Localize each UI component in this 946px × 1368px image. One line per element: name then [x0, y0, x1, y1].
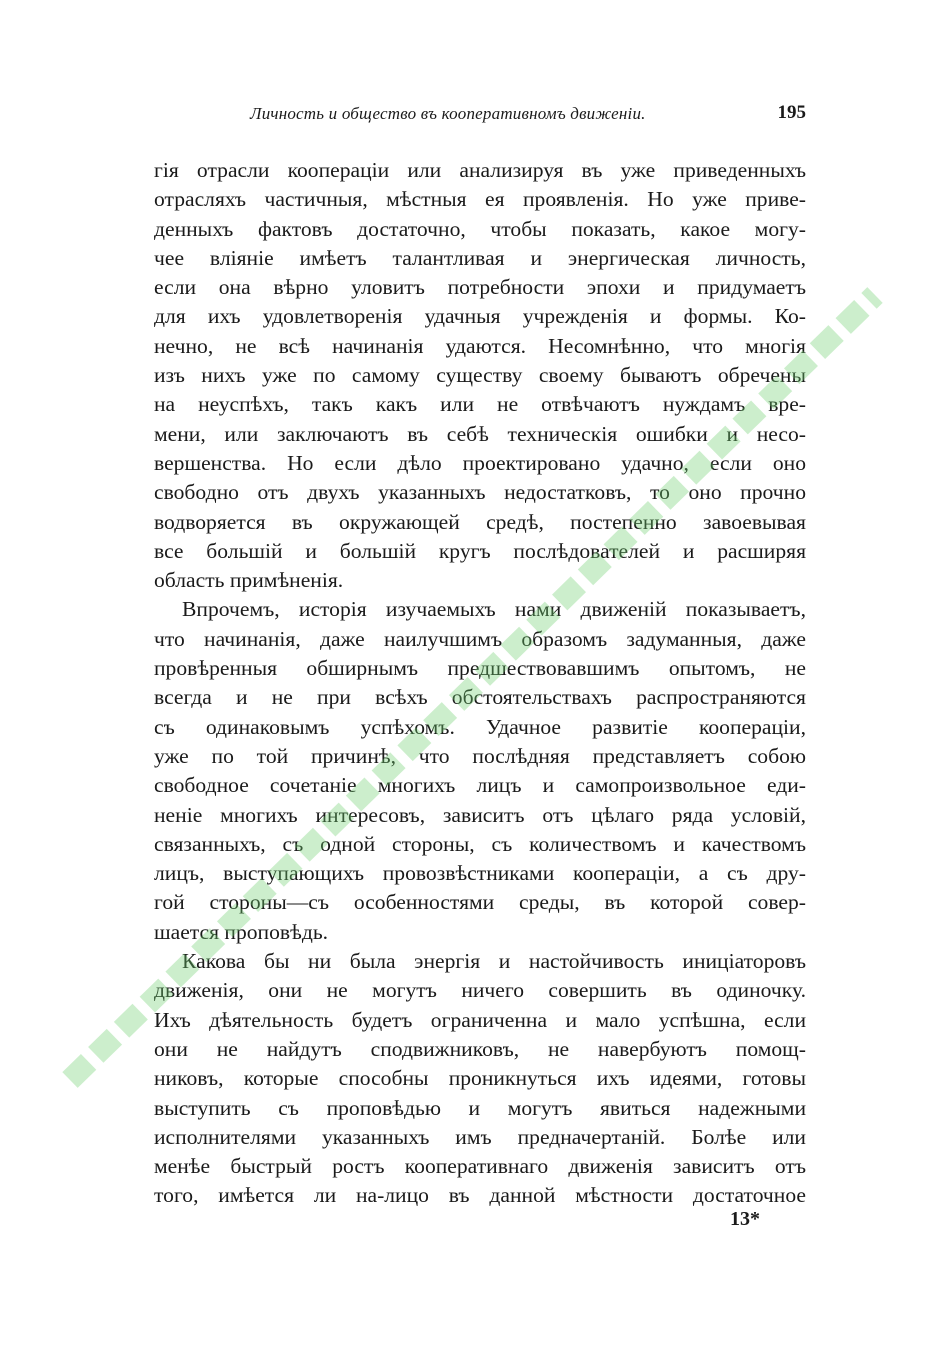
body-text: [154, 156, 806, 1211]
running-title: Личность и общество въ кооперативномъ движеніи.: [250, 104, 646, 123]
text-line: шается проповѣдь.: [154, 919, 329, 944]
text-line: уже по той причинѣ, что послѣдняя представляетъ собою: [154, 743, 806, 768]
text-line: чее вліяніе имѣетъ талантливая и энергическая личность,: [154, 245, 806, 270]
text-line: отрасляхъ частичныя, мѣстныя ея проявленія. Но уже приве-: [154, 187, 806, 212]
text-line: гой стороны—съ особенностями среды, въ которой совер-: [154, 890, 806, 915]
paragraph-2: [154, 595, 806, 947]
page-number: 195: [777, 102, 806, 123]
text-line: выступить съ проповѣдью и могутъ явиться надежными: [154, 1095, 806, 1120]
text-line: Какова бы ни была энергія и настойчивость иниціаторовъ: [182, 949, 806, 974]
text-line: если она вѣрно уловитъ потребности эпохи и придумаетъ: [154, 275, 806, 300]
text-line: денныхъ фактовъ достаточно, чтобы показать, какое могу-: [154, 216, 806, 241]
text-line: для ихъ удовлетворенія удачныя учрежденія и формы. Ко-: [154, 304, 806, 329]
text-line: съ одинаковымъ успѣхомъ. Удачное развитіе коопераціи,: [154, 714, 806, 739]
text-line: лицъ, выступающихъ провозвѣстниками коопераціи, а съ дру-: [154, 861, 806, 886]
paragraph-1: [154, 156, 806, 595]
text-line: всегда и не при всѣхъ обстоятельствахъ распространяются: [154, 685, 806, 710]
text-line: Впрочемъ, исторія изучаемыхъ нами движеній показываетъ,: [182, 597, 806, 622]
text-line: они не найдутъ сподвижниковъ, не навербуютъ помощ-: [154, 1036, 806, 1061]
text-line: вершенства. Но если дѣло проектировано удачно, если оно: [154, 450, 806, 475]
text-line: нечно, не всѣ начинанія удаются. Несомнѣнно, что многія: [154, 333, 806, 358]
paragraph-3: [154, 947, 806, 1211]
text-line: область примѣненія.: [154, 568, 344, 593]
text-line: исполнителями указанныхъ имъ предначертаній. Болѣе или: [154, 1124, 806, 1149]
text-line: водворяется въ окружающей средѣ, постепенно завоевывая: [154, 509, 806, 534]
signature-mark: 13*: [730, 1208, 760, 1230]
text-line: свободное сочетаніе многихъ лицъ и самопроизвольное еди-: [154, 773, 806, 798]
text-line: все большій и большій кругъ послѣдователей и расширяя: [154, 538, 806, 563]
text-line: на неуспѣхъ, такъ какъ или не отвѣчаютъ нуждамъ вре-: [154, 392, 806, 417]
text-line: движенія, они не могутъ ничего совершить въ одиночку.: [154, 978, 806, 1003]
text-line: мени, или заключаютъ въ себѣ техническія ошибки и несо-: [154, 421, 806, 446]
text-line: того, имѣется ли на-лицо въ данной мѣстности достаточное: [154, 1183, 806, 1208]
text-line: что начинанія, даже наилучшимъ образомъ задуманныя, даже: [154, 626, 806, 651]
text-line: Ихъ дѣятельность будетъ ограниченна и мало успѣшна, если: [154, 1007, 806, 1032]
text-line: связанныхъ, съ одной стороны, съ количествомъ и качествомъ: [154, 831, 806, 856]
text-line: менѣе быстрый ростъ кооперативнаго движенія зависитъ отъ: [154, 1154, 806, 1179]
text-line: никовъ, которые способны проникнуться ихъ идеями, готовы: [154, 1066, 806, 1091]
text-line: изъ нихъ уже по самому существу своему бываютъ обречены: [154, 363, 806, 388]
text-line: провѣренныя обширнымъ предшествовавшимъ опытомъ, не: [154, 656, 806, 681]
text-line: свободно отъ двухъ указанныхъ недостатковъ, то оно прочно: [154, 480, 806, 505]
text-line: неніе многихъ интересовъ, зависитъ отъ цѣлаго ряда условій,: [154, 802, 806, 827]
text-line: гія отрасли коопераціи или анализируя въ уже приведенныхъ: [154, 158, 806, 182]
running-header: [250, 104, 806, 134]
